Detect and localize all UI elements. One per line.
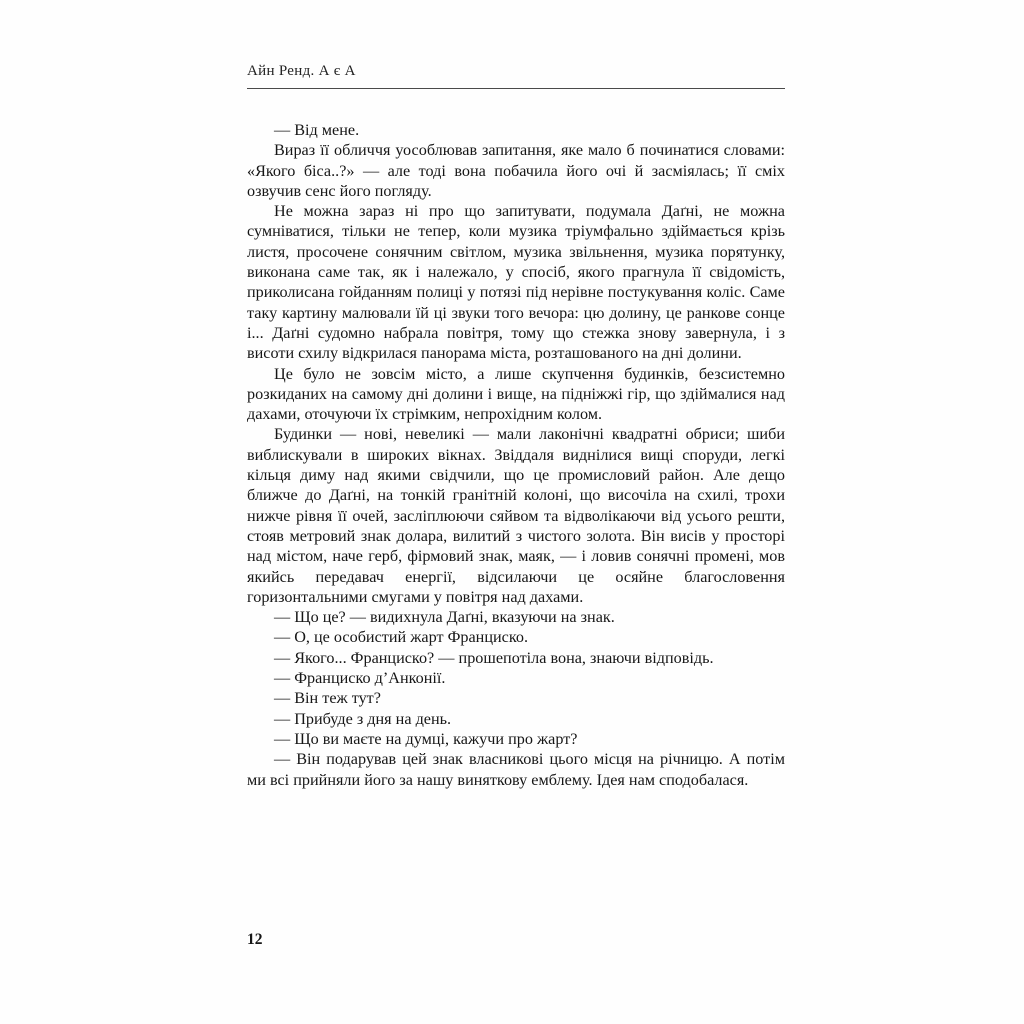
page-number: 12 [247,931,263,948]
paragraph: — Від мене. [274,121,360,139]
paragraph: — О, це особистий жарт Франциско. [274,628,529,647]
paragraph: Не можна зараз ні про що запитувати, подумала Даґні, не можна сумніватися, тільки не тепер, коли музика тріумфально здіймається крізь листя, просочене сонячним світлом, музика звільнення, музика порятунку, виконана саме так, як і належало, у спосіб, якого прагнула її свідомість, приколисана гойданням полиці у потязі під нерівне постукування коліс. Саме таку картину малювали їй ці звуки того вечора: цю долину, це ранкове сонце і... Даґні судомно набрала повітря, тому що стежка знову завернула, і з висоти схилу відкрилася панорама міста, розташованого на дні долини. [247,202,785,363]
paragraph: — Що це? — видихнула Даґні, вказуючи на знак. [274,608,615,627]
paragraph: — Він подарував цей знак власникові цього місця на річницю. А потім ми всі прийняли його за нашу виняткову емблему. Ідея нам сподобалася. [247,750,785,789]
body-text [247,120,785,790]
paragraph: — Що ви маєте на думці, кажучи про жарт? [274,729,578,748]
paragraph: — Прибуде з дня на день. [274,709,452,728]
header-rule [247,88,785,89]
paragraph: — Він теж тут? [274,689,381,708]
paragraph: Це було не зовсім місто, а лише скупчення будинків, безсистемно розкиданих на самому дні долини і вище, на підніжжі гір, що здіймалися над дахами, оточуючи їх стрімким, непрохідним колом. [247,364,785,424]
paragraph: — Якого... Франциско? — прошепотіла вона, знаючи відповідь. [274,648,714,667]
running-header: Айн Ренд. А є А [247,63,356,79]
text-column [247,62,785,790]
paragraph: Вираз її обличчя уособлював запитання, яке мало б починатися словами: «Якого біса..?» — але тоді вона побачила його очі й засміялась; її сміх озвучив сенс його погляду. [247,141,785,200]
paragraph: Будинки — нові, невеликі — мали лаконічні квадратні обриси; шиби виблискували в широких вікнах. Звіддаля виднілися вищі споруди, легкі кільця диму над якими свідчили, що це промисловий район. Але дещо ближче до Даґні, на тонкій гранітній колоні, що височіла на схилі, трохи нижче рівня її очей, засліплюючи сяйвом та відволікаючи від усього решти, стояв метровий знак долара, вилитий з чистого золота. Він висів у просторі над містом, наче герб, фірмовий знак, маяк, — і ловив сонячні промені, мов якийсь передавач енергії, відсилаючи це осяйне благословення горизонтальними смугами у повітря над дахами. [247,425,785,606]
paragraph: — Франциско д’Анконії. [274,669,446,688]
